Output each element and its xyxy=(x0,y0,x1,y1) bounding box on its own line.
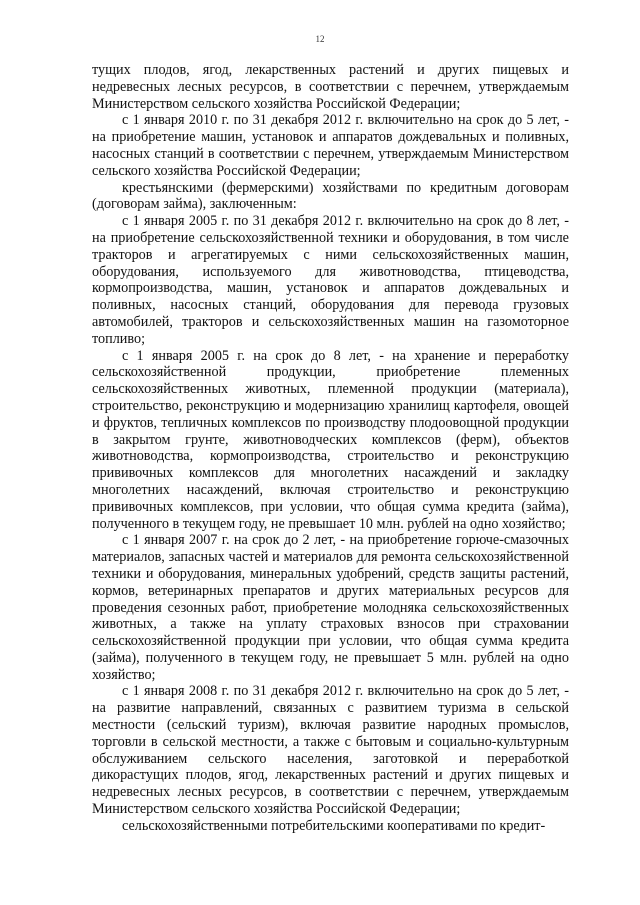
page-number: 12 xyxy=(315,34,325,44)
paragraph: с 1 января 2010 г. по 31 декабря 2012 г. включительно на срок до 5 лет, - на приобретение машин, установок и аппаратов дождевальных и поливных, насосных станций в соответствии с перечнем, утверждаемым Министерством сельского хозяйства Российской Федерации; xyxy=(92,112,569,179)
body-text xyxy=(92,62,569,835)
paragraph: сельскохозяйственными потребительскими кооперативами по кредит- xyxy=(122,817,546,834)
paragraph: с 1 января 2005 г. на срок до 8 лет, - на хранение и переработку сельскохозяйственной продукции, приобретение племенных сельскохозяйственных животных, племенной продукции (материала), строительство, реконструкцию и модернизацию хранилищ картофеля, овощей и фруктов, тепличных комплексов по производству плодоовощной продукции в закрытом грунте, животноводческих комплексов (ферм), объектов животноводства, кормопроизводства, строительство и реконструкцию прививочных комплексов для многолетних насаждений и закладку многолетних насаждений, включая строительство и реконструкцию прививочных комплексов, при условии, что общая сумма кредита (займа), полученного в текущем году, не превышает 10 млн. рублей на одно хозяйство; xyxy=(92,347,569,532)
paragraph: крестьянскими (фермерскими) хозяйствами по кредитным договорам (договорам займа), заключенным: xyxy=(92,179,569,213)
paragraph: с 1 января 2007 г. на срок до 2 лет, - на приобретение горюче-смазочных материалов, запасных частей и материалов для ремонта сельскохозяйственной техники и оборудования, минеральных удобрений, средств защиты растений, кормов, ветеринарных препаратов и других материальных ресурсов для проведения сезонных работ, приобретение молодняка сельскохозяйственных животных, а также на уплату страховых взносов при страховании сельскохозяйственной продукции при условии, что общая сумма кредита (займа), полученного в текущем году, не превышает 5 млн. рублей на одно хозяйство; xyxy=(92,532,569,683)
paragraph: с 1 января 2005 г. по 31 декабря 2012 г. включительно на срок до 8 лет, - на приобретение сельскохозяйственной техники и оборудования, в том числе тракторов и агрегатируемых с ними сельскохозяйственных машин, оборудования, используемого для животноводства, птицеводства, кормопроизводства, машин, установок и аппаратов дождевальных и поливных, насосных станций, оборудования для перевода грузовых автомобилей, тракторов и сельскохозяйственных машин на газомоторное топливо; xyxy=(92,213,569,347)
paragraph-continuation: тущих плодов, ягод, лекарственных растений и других пищевых и недревесных лесных ресурсов, в соответствии с перечнем, утверждаемым Министерством сельского хозяйства Российской Федерации; xyxy=(92,62,569,112)
paragraph: с 1 января 2008 г. по 31 декабря 2012 г. включительно на срок до 5 лет, - на развитие направлений, связанных с развитием туризма в сельской местности (сельский туризм), включая развитие народных промыслов, торговли в сельской местности, а также с бытовым и социально-культурным обслуживанием сельского населения, заготовкой и переработкой дикорастущих плодов, ягод, лекарственных растений и других пищевых и недревесных лесных ресурсов, в соответствии с перечнем, утверждаемым Министерством сельского хозяйства Российской Федерации; xyxy=(92,683,569,818)
